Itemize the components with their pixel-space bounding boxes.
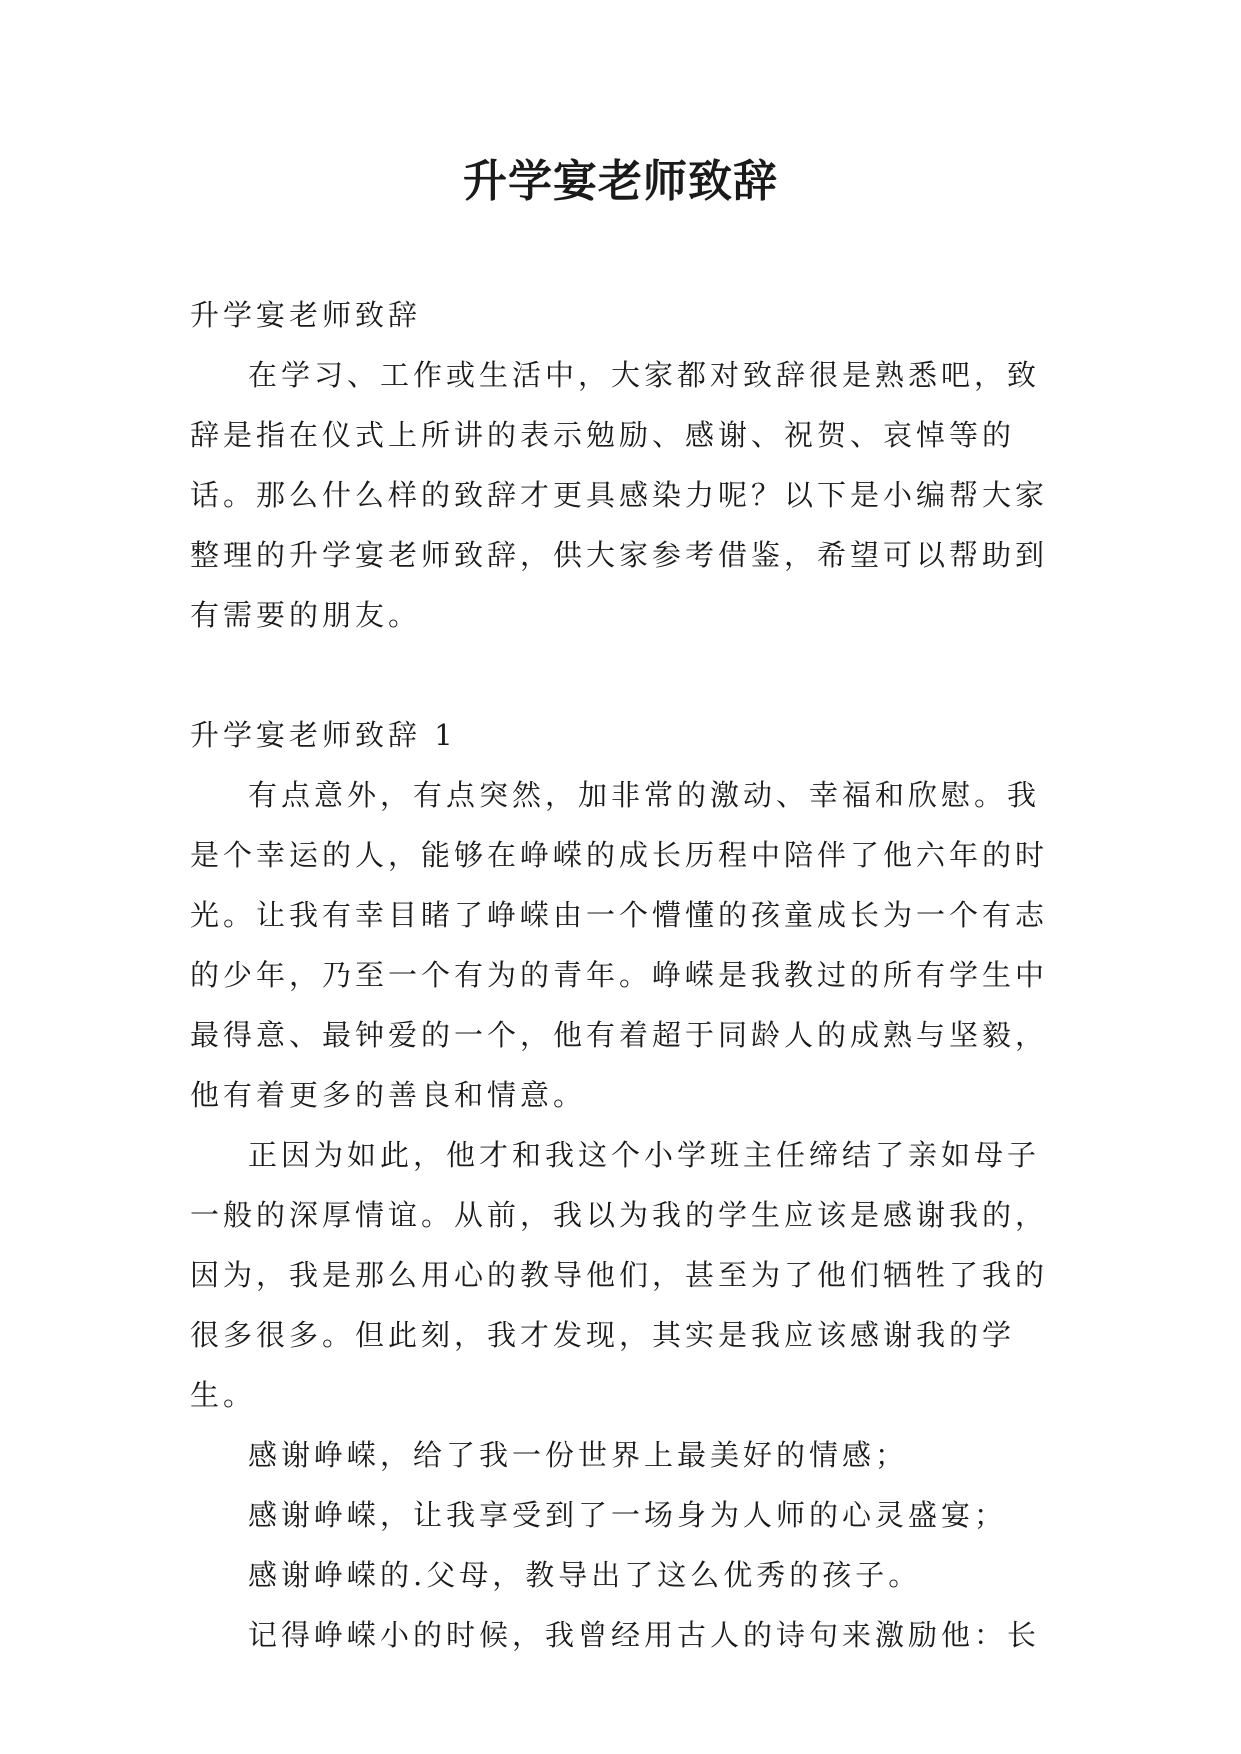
section-spacer	[190, 645, 1060, 705]
paragraph: 感谢峥嵘，让我享受到了一场身为人师的心灵盛宴；	[248, 1498, 1008, 1532]
intro-paragraph: 在学习、工作或生活中，大家都对致辞很是熟悉吧，致辞是指在仪式上所讲的表示勉励、感谢、祝贺、哀悼等的话。那么什么样的致辞才更具感染力呢？以下是小编帮大家整理的升学宴老师致辞，供大家参考借鉴，希望可以帮助到有需要的朋友。	[190, 358, 1049, 632]
section-heading: 升学宴老师致辞 1	[190, 718, 457, 752]
subtitle: 升学宴老师致辞	[190, 298, 422, 332]
document-title: 升学宴老师致辞	[463, 156, 778, 207]
paragraph: 有点意外，有点突然，加非常的激动、幸福和欣慰。我是个幸运的人，能够在峥嵘的成长历程中陪伴了他六年的时光。让我有幸目睹了峥嵘由一个懵懂的孩童成长为一个有志的少年，乃至一个有为的青年。峥嵘是我教过的所有学生中最得意、最钟爱的一个，他有着超于同龄人的成熟与坚毅，他有着更多的善良和情意。	[190, 778, 1049, 1112]
paragraph: 感谢峥嵘，给了我一份世界上最美好的情感；	[248, 1438, 909, 1472]
document-body	[190, 285, 1060, 1665]
paragraph: 正因为如此，他才和我这个小学班主任缔结了亲如母子一般的深厚情谊。从前，我以为我的学生应该是感谢我的，因为，我是那么用心的教导他们，甚至为了他们牺牲了我的很多很多。但此刻，我才发现，其实是我应该感谢我的学生。	[190, 1138, 1049, 1412]
paragraph: 记得峥嵘小的时候，我曾经用古人的诗句来激励他：长	[248, 1618, 1041, 1652]
paragraph: 感谢峥嵘的.父母，教导出了这么优秀的孩子。	[248, 1558, 922, 1592]
